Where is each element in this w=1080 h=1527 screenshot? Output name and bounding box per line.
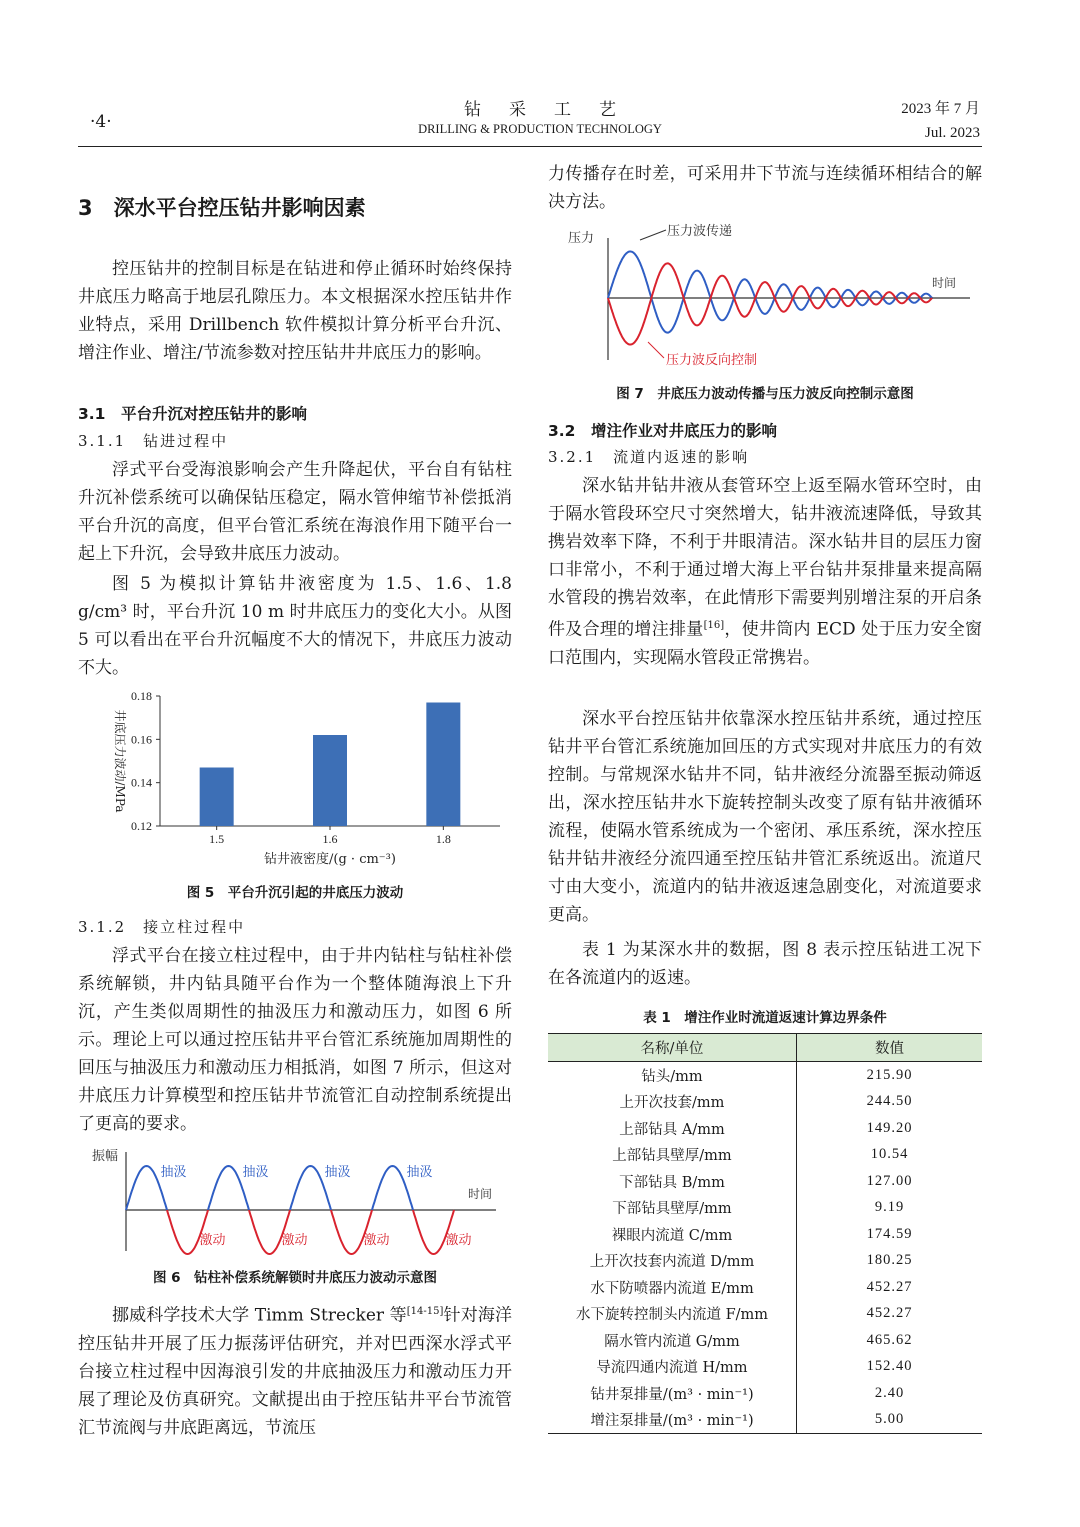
fig6-diagram <box>88 1146 508 1258</box>
fig5-caption: 图 5 平台升沉引起的井底压力波动 <box>186 885 404 901</box>
table-row <box>548 1274 982 1301</box>
table-row <box>548 1221 982 1248</box>
fig5-bar <box>200 768 234 827</box>
journal-title: 钻采工艺 <box>464 100 644 120</box>
table-cell-value: 5.00 <box>797 1407 983 1434</box>
fig6-ylabel: 振幅 <box>92 1149 119 1164</box>
fig5-x-label: 钻井液密度/(g · cm⁻³) <box>264 852 396 867</box>
fig7-caption: 图 7 井底压力波动传播与压力波反向控制示意图 <box>616 386 914 402</box>
table-cell-value: 465.62 <box>797 1327 983 1354</box>
fig6-xlabel: 时间 <box>468 1187 493 1201</box>
strecker-text-b: 针对海洋控压钻井开展了压力振荡评估研究，并对巴西深水浮式平台接立柱过程中因海浪引发的井底抽汲压力和激动压力开展了理论及仿真研究。文献提出由于控压钻井平台节流管汇节流阀与井底距离远，节流压 <box>78 1305 513 1438</box>
fig6-caption: 图 6 钻柱补偿系统解锁时井底压力波动示意图 <box>152 1270 438 1286</box>
fig5-y-tick-label: 0.14 <box>131 775 152 790</box>
paragraph-strecker <box>78 1298 512 1442</box>
journal-title-en: DRILLING & PRODUCTION TECHNOLOGY <box>418 122 662 136</box>
table-row <box>548 1407 982 1434</box>
table-cell-name: 隔水管内流道 G/mm <box>604 1333 740 1350</box>
fig6-surge-label: 激动 <box>281 1233 308 1248</box>
fig6-swab-label: 抽汲 <box>160 1165 187 1180</box>
section-3-2-1-title: 3.2.1 流道内返速的影响 <box>548 448 750 466</box>
section-3-1-2-title: 3.1.2 接立柱过程中 <box>78 918 246 936</box>
paragraph-connection: 浮式平台在接立柱过程中，由于井内钻柱与钻柱补偿系统解锁，井内钻具随平台作为一个整体随海浪上下升沉，产生类似周期性的抽汲压力和激动压力，如图 6 所示。理论上可以通过控压钻井平台管汇系统施加周期性的回压与抽汲压力和激动压力相抵消，如图 7 所示，但这对井底压力计算模型和控压钻井节流管汇自动控制系统提出了更高的要求。 <box>78 946 512 1134</box>
table-row <box>548 1301 982 1328</box>
table-cell-value: 452.27 <box>797 1274 983 1301</box>
table-cell-value: 244.50 <box>797 1089 983 1116</box>
issue-date-en: Jul. 2023 <box>924 125 980 141</box>
table-cell-value: 9.19 <box>797 1195 983 1222</box>
issue-date <box>901 97 980 145</box>
table-row <box>548 1248 982 1275</box>
table-row <box>548 1327 982 1354</box>
table-cell-name: 钻井泵排量/(m³ · min⁻¹) <box>590 1386 754 1403</box>
fig6-swab-label: 抽汲 <box>406 1165 433 1180</box>
table-cell-name: 裸眼内流道 C/mm <box>611 1227 733 1244</box>
fig5-y-label: 井底压力波动/MPa <box>113 709 127 813</box>
table-row <box>548 1089 982 1116</box>
table-row <box>548 1354 982 1381</box>
fig7-xlabel: 时间 <box>932 276 957 290</box>
fig5-y-tick-label: 0.16 <box>131 732 152 747</box>
table-row <box>548 1115 982 1142</box>
paragraph-table-intro: 表 1 为某深水井的数据，图 8 表示控压钻进工况下在各流道内的返速。 <box>548 940 982 988</box>
table-cell-value: 152.40 <box>797 1354 983 1381</box>
paragraph-continued: 力传播存在时差，可采用井下节流与连续循环相结合的解决方法。 <box>548 164 982 212</box>
fig7-wave-label: 压力波传递 <box>667 224 733 239</box>
fig6-swab-label: 抽汲 <box>242 1165 269 1180</box>
section-3-1-1-title: 3.1.1 钻进过程中 <box>78 432 229 450</box>
table-row <box>548 1168 982 1195</box>
table-header-row <box>548 1034 982 1062</box>
table-cell-value: 127.00 <box>797 1168 983 1195</box>
page-number: ·4· <box>90 112 112 132</box>
fig5-bar <box>426 703 460 827</box>
fig5-bar <box>313 735 347 826</box>
table-cell-name: 钻头/mm <box>641 1068 703 1085</box>
table-cell-value: 452.27 <box>797 1301 983 1328</box>
header-rule <box>78 146 982 147</box>
table-row <box>548 1195 982 1222</box>
table-cell-value: 180.25 <box>797 1248 983 1275</box>
fig5-chart <box>100 684 510 874</box>
citation-14-15: [14-15] <box>406 1306 444 1317</box>
fig5-y-tick-label: 0.12 <box>131 819 152 833</box>
fig6-surge-label: 激动 <box>445 1233 472 1248</box>
table-cell-name: 增注泵排量/(m³ · min⁻¹) <box>548 1407 797 1434</box>
table-cell-name: 上部钻具壁厚/mm <box>612 1148 732 1165</box>
fig6-surge-label: 激动 <box>199 1233 226 1248</box>
table-cell-name: 上开次技套内流道 D/mm <box>589 1254 755 1271</box>
citation-16: [16] <box>703 620 725 631</box>
table-cell-value: 149.20 <box>797 1115 983 1142</box>
table1 <box>548 1033 982 1434</box>
fig5-x-tick-label: 1.6 <box>322 832 338 846</box>
paragraph-fig5-desc: 图 5 为模拟计算钻井液密度为 1.5、1.6、1.8 g/cm³ 时，平台升沉 10 m 时井底压力的变化大小。从图 5 可以看出在平台升沉幅度不大的情况下，井底压力波动不大。 <box>78 574 512 678</box>
table-cell-name: 导流四通内流道 H/mm <box>596 1360 748 1377</box>
paragraph-drilling: 浮式平台受海浪影响会产生升降起伏，平台自有钻柱升沉补偿系统可以确保钻压稳定，隔水管伸缩节补偿抵消平台升沉的高度，但平台管汇系统在海浪作用下随平台一起上下升沉，会导致井底压力波动。 <box>78 460 512 564</box>
fig7-pressure-wave <box>608 252 932 333</box>
table-cell-value: 10.54 <box>797 1142 983 1169</box>
fig7-ylabel: 压力 <box>568 231 595 246</box>
table-row <box>548 1062 982 1089</box>
table-header-name: 名称/单位 <box>548 1034 797 1062</box>
fig7-diagram <box>560 218 980 372</box>
table1-title: 表 1 增注作业时流道返速计算边界条件 <box>643 1010 887 1026</box>
return-velocity-a: 深水钻井钻井液从套管环空上返至隔水管环空时，由于隔水管段环空尺寸突然增大，钻井液流速降低，导致其携岩效率下降，不利于井眼清洁。深水钻井目的层压力窗口非常小，不利于通过增大海上平台钻井泵排量来提高隔水管段的携岩效率，在此情形下需要判别增注泵的开启条件及合理的增注排量 <box>548 476 982 640</box>
fig7-control-label: 压力波反向控制 <box>666 353 758 368</box>
table-cell-value: 2.40 <box>797 1380 983 1407</box>
section-3-1-title: 3.1 平台升沉对控压钻井的影响 <box>78 405 307 423</box>
table-cell-name: 下部钻具壁厚/mm <box>612 1201 732 1218</box>
table-cell-name: 水下旋转控制头内流道 F/mm <box>575 1307 769 1324</box>
table-row <box>548 1142 982 1169</box>
fig5-x-tick-label: 1.8 <box>435 832 451 846</box>
section-3-2-title: 3.2 增注作业对井底压力的影响 <box>548 422 777 440</box>
table-cell-name: 下部钻具 B/mm <box>619 1174 725 1191</box>
fig5-y-tick-label: 0.18 <box>131 689 152 703</box>
issue-date-cn: 2023 年 7 月 <box>901 101 980 117</box>
table-cell-name: 上开次技套/mm <box>619 1095 725 1112</box>
table-cell-value: 174.59 <box>797 1221 983 1248</box>
return-velocity-b: ，使井筒内 ECD 处于压力安全窗口范围内，实现隔水管段正常携岩。 <box>548 619 983 668</box>
fig6-swab-label: 抽汲 <box>324 1165 351 1180</box>
section-3-intro: 控压钻井的控制目标是在钻进和停止循环时始终保持井底压力略高于地层孔隙压力。本文根据深水控压钻井作业特点，采用 Drillbench 软件模拟计算分析平台升沉、增注作业、增注/节流参数对控压钻井井底压力的影响。 <box>78 259 512 363</box>
table-cell-name: 水下防喷器内流道 E/mm <box>590 1280 754 1297</box>
table-header-value: 数值 <box>797 1034 983 1062</box>
fig6-surge-label: 激动 <box>363 1233 390 1248</box>
section-3-title: 3 深水平台控压钻井影响因素 <box>78 196 366 220</box>
table-cell-value: 215.90 <box>797 1062 983 1089</box>
fig7-control-wave <box>608 263 932 344</box>
strecker-text-a: 挪威科学技术大学 Timm Strecker 等 <box>112 1305 407 1326</box>
table-row <box>548 1380 982 1407</box>
paragraph-mpd-system: 深水平台控压钻井依靠深水控压钻井系统，通过控压钻井平台管汇系统施加回压的方式实现对井底压力的有效控制。与常规深水钻井不同，钻井液经分流器至振动筛返出，深水控压钻井水下旋转控制头改变了原有钻井液循环流程，使隔水管系统成为一个密闭、承压系统，深水控压钻井钻井液经分流四通至控压钻井管汇系统返出。流道尺寸由大变小，流道内的钻井液返速急剧变化，对流道要求更高。 <box>548 709 982 925</box>
table-cell-name: 上部钻具 A/mm <box>619 1121 725 1138</box>
paragraph-return-velocity <box>548 472 982 672</box>
fig5-x-tick-label: 1.5 <box>209 832 225 846</box>
